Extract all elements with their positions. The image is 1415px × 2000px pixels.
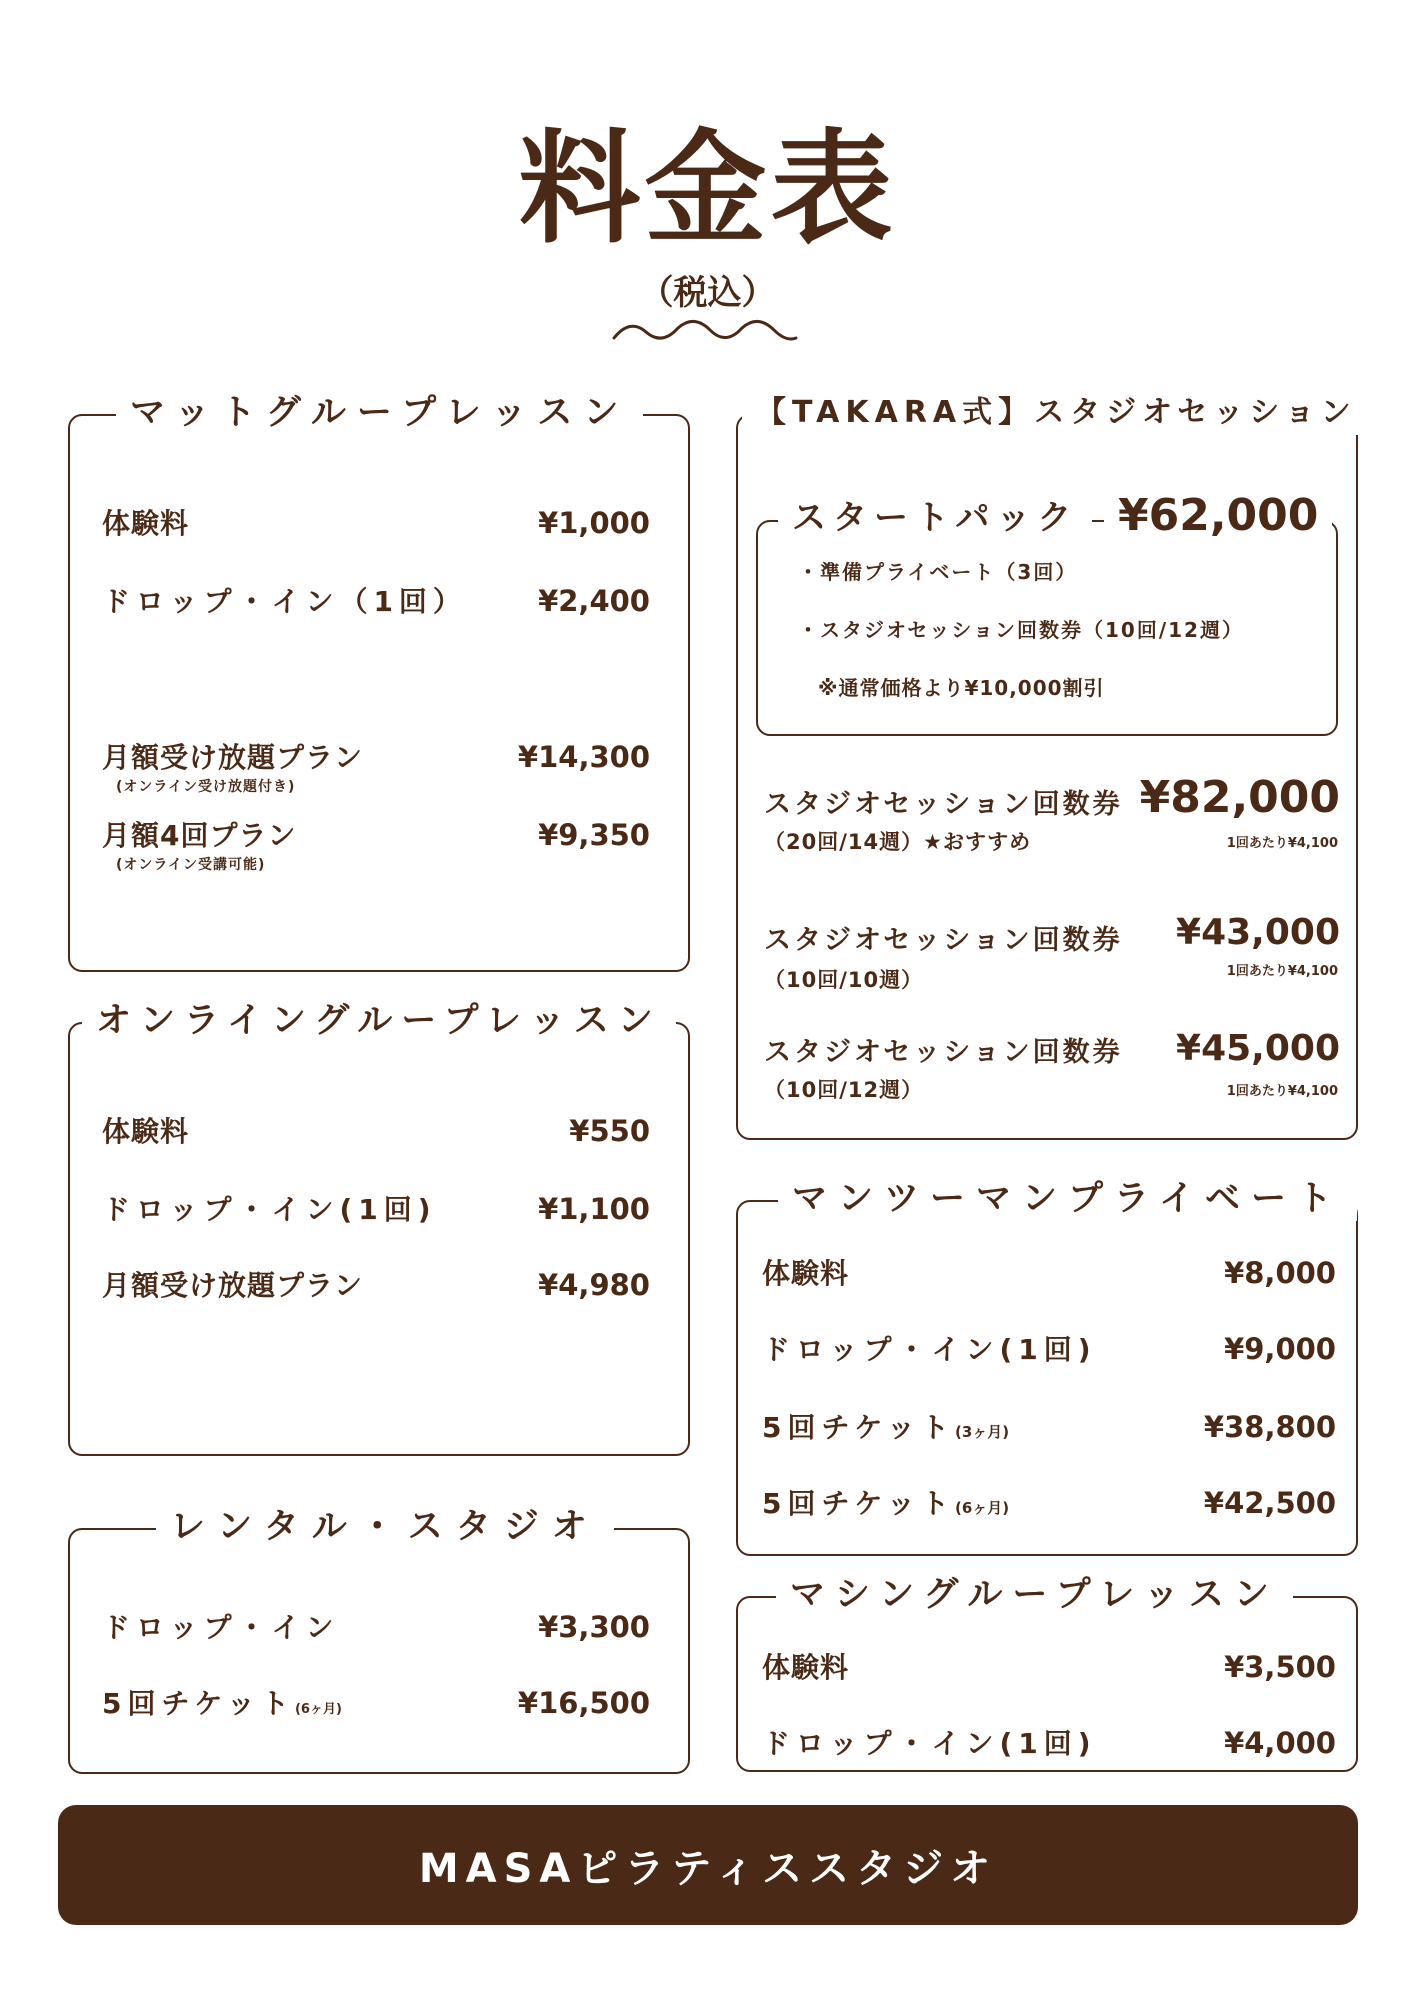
ticket-20-sub: （20回/14週）★おすすめ [764, 830, 1032, 854]
private-trial-label: 体験料 [762, 1257, 850, 1290]
online-group-lesson-title: オンライングループレッスン [82, 999, 676, 1043]
machine-group-lesson-title: マシングループレッスン [776, 1573, 1293, 1617]
private-ticket5-3m-label: 5回チケット [762, 1411, 955, 1444]
ticket-20-per: 1回あたり¥4,100 [1226, 836, 1338, 851]
wave-divider [610, 312, 800, 348]
start-pack-item-2: ・スタジオセッション回数券（10回/12週） [798, 618, 1244, 642]
online-drop-in-price: ¥1,100 [538, 1192, 650, 1226]
mat-monthly-4-price: ¥9,350 [538, 818, 650, 852]
machine-trial-price: ¥3,500 [1224, 1650, 1336, 1684]
rental-ticket5-note: (6ヶ月) [294, 1702, 342, 1717]
ticket-10-12-label: スタジオセッション回数券 [764, 1037, 1123, 1068]
rental-drop-in-row [102, 1606, 650, 1646]
ticket-10-12-sub: （10回/12週） [764, 1078, 924, 1102]
online-trial-label: 体験料 [102, 1115, 190, 1148]
mat-monthly-unlimited-label: 月額受け放題プラン [102, 741, 364, 774]
ticket-10-12-per: 1回あたり¥4,100 [1226, 1084, 1338, 1099]
online-drop-in-row [102, 1188, 650, 1228]
rental-studio-title: レンタル・スタジオ [156, 1505, 614, 1549]
page-title: 料金表 [518, 118, 897, 260]
mat-drop-in-label: ドロップ・イン（1回） [102, 585, 467, 618]
private-drop-in-price: ¥9,000 [1224, 1332, 1336, 1366]
takara-studio-session-section [736, 395, 1358, 1140]
mat-monthly-4-row [102, 814, 650, 874]
private-ticket5-6m-row [762, 1482, 1336, 1522]
rental-ticket5-price: ¥16,500 [517, 1686, 650, 1720]
mat-drop-in-price: ¥2,400 [538, 584, 650, 618]
ticket-10-12-price: ¥45,000 [1176, 1028, 1340, 1069]
machine-trial-row [762, 1646, 1336, 1686]
ticket-10-10-price: ¥43,000 [1176, 912, 1340, 953]
ticket-20-price: ¥82,000 [1139, 772, 1340, 823]
mat-trial-row [102, 502, 650, 542]
mat-trial-price: ¥1,000 [538, 506, 650, 540]
private-ticket5-6m-price: ¥42,500 [1203, 1486, 1336, 1520]
online-trial-price: ¥550 [569, 1114, 650, 1148]
takara-studio-session-title: 【TAKARA式】スタジオセッション [742, 391, 1371, 435]
private-ticket5-3m-price: ¥38,800 [1203, 1410, 1336, 1444]
online-monthly-unlimited-label: 月額受け放題プラン [102, 1269, 364, 1302]
online-trial-row [102, 1110, 650, 1150]
mat-monthly-4-note: (オンライン受講可能) [116, 857, 266, 873]
mat-monthly-unlimited-row [102, 736, 650, 796]
mat-monthly-unlimited-price: ¥14,300 [517, 740, 650, 774]
ticket-10-10-sub: （10回/10週） [764, 968, 924, 992]
machine-drop-in-row [762, 1722, 1336, 1762]
page-subtitle: （税込） [639, 273, 776, 313]
online-drop-in-label: ドロップ・イン(1回) [102, 1193, 437, 1226]
private-trial-price: ¥8,000 [1224, 1256, 1336, 1290]
ticket-10-10-per: 1回あたり¥4,100 [1226, 964, 1338, 979]
mat-monthly-unlimited-note: (オンライン受け放題付き) [116, 779, 296, 795]
private-drop-in-row [762, 1328, 1336, 1368]
start-pack-title: スタートパック [778, 496, 1092, 540]
private-drop-in-label: ドロップ・イン(1回) [762, 1333, 1097, 1366]
private-ticket5-3m-note: (3ヶ月) [954, 1423, 1010, 1441]
machine-drop-in-label: ドロップ・イン(1回) [762, 1727, 1097, 1760]
rental-studio-section [68, 1507, 690, 1774]
rental-ticket5-label: 5回チケット [102, 1687, 295, 1720]
mat-monthly-4-label: 月額4回プラン [102, 819, 297, 852]
mat-group-lesson-section [68, 393, 690, 972]
rental-drop-in-label: ドロップ・イン [102, 1611, 340, 1644]
online-group-lesson-section [68, 1001, 690, 1456]
online-monthly-unlimited-row [102, 1264, 650, 1304]
mat-drop-in-row [102, 580, 650, 620]
ticket-10-10-label: スタジオセッション回数券 [764, 925, 1123, 956]
start-pack-item-1: ・準備プライベート（3回） [798, 560, 1078, 584]
mat-trial-label: 体験料 [102, 507, 190, 540]
rental-ticket5-row [102, 1682, 650, 1722]
start-pack-box [756, 490, 1338, 736]
ticket-20-label: スタジオセッション回数券 [764, 789, 1123, 820]
start-pack-price: ¥62,000 [1104, 488, 1332, 544]
mat-group-lesson-title: マットグループレッスン [116, 391, 643, 435]
private-ticket5-3m-row [762, 1406, 1336, 1446]
machine-group-lesson-section [736, 1575, 1358, 1772]
online-monthly-unlimited-price: ¥4,980 [538, 1268, 650, 1302]
machine-drop-in-price: ¥4,000 [1224, 1726, 1336, 1760]
private-ticket5-6m-note: (6ヶ月) [954, 1499, 1010, 1517]
private-lesson-title: マンツーマンプライベート [778, 1177, 1357, 1221]
private-trial-row [762, 1252, 1336, 1292]
rental-drop-in-price: ¥3,300 [538, 1610, 650, 1644]
private-ticket5-6m-label: 5回チケット [762, 1487, 955, 1520]
private-lesson-section [736, 1179, 1358, 1556]
studio-name: MASAピラティススタジオ [418, 1845, 998, 1892]
machine-trial-label: 体験料 [762, 1651, 850, 1684]
studio-name-banner [58, 1805, 1358, 1925]
start-pack-discount-note: ※通常価格より¥10,000割引 [818, 676, 1105, 700]
